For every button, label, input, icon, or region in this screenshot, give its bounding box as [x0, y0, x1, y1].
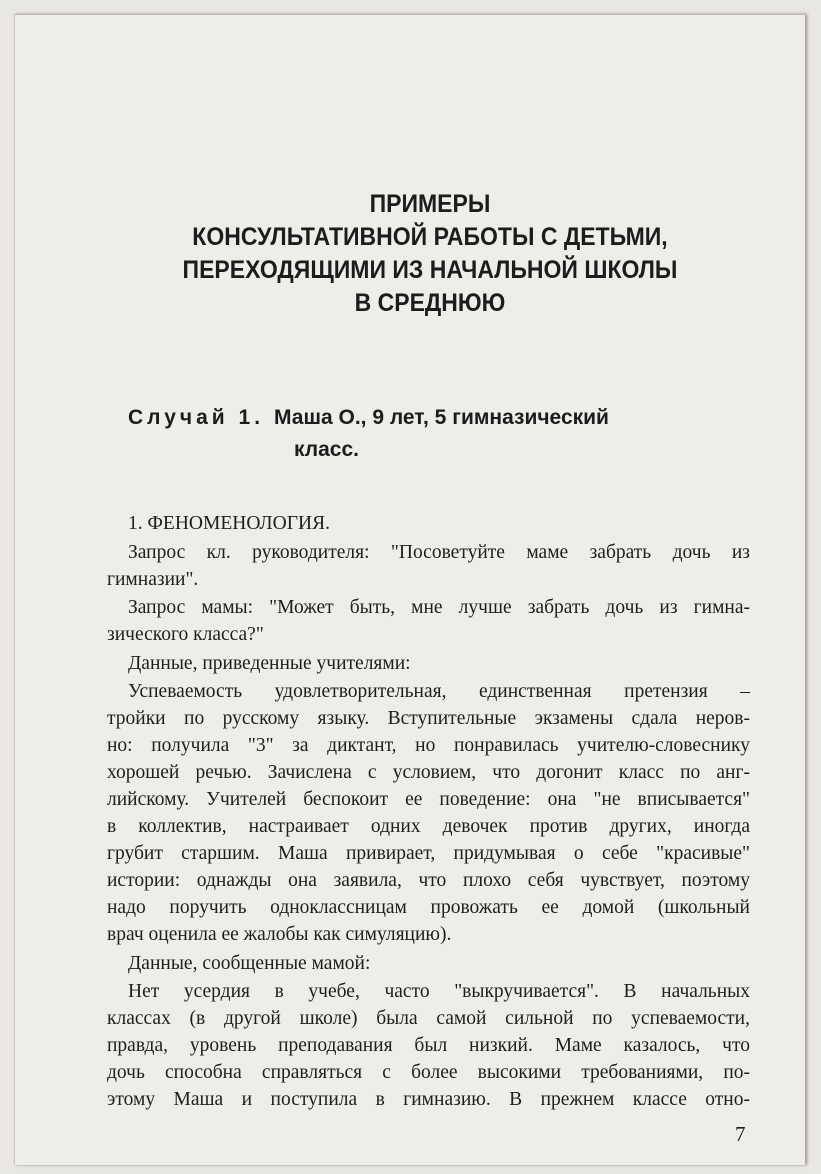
text-line: Нет усердия в учебе, часто "выкручивается". В начальных: [128, 981, 750, 1002]
text-line: лийскому. Учителей беспокоит ее поведение: она "не вписывается": [107, 789, 750, 810]
paragraph: [107, 978, 750, 1113]
case-text-cont: класс.: [294, 438, 359, 461]
text-line: Успеваемость удовлетворительная, единственная претензия –: [128, 681, 750, 702]
text-line: классах (в другой школе) была самой сильной по успеваемости,: [107, 1008, 750, 1029]
text-line: но: получила "3" за диктант, но понравилась учителю-словеснику: [107, 735, 750, 756]
text-line: в коллектив, настраивает одних девочек против других, иногда: [107, 816, 750, 837]
title-line: ПРИМЕРЫ: [369, 190, 491, 218]
text-line: Запрос мамы: "Может быть, мне лучше забрать дочь из гимна-: [128, 597, 750, 618]
title-line: В СРЕДНЮЮ: [354, 289, 506, 317]
case-text: Маша О., 9 лет, 5 гимназический: [274, 406, 609, 429]
case-heading: [128, 402, 609, 466]
text-line: 1. ФЕНОМЕНОЛОГИЯ.: [128, 513, 330, 534]
text-line: врач оценила ее жалобы как симуляцию).: [107, 924, 452, 945]
text-line: Запрос кл. руководителя: "Посоветуйте маме забрать дочь из: [128, 541, 750, 563]
text-line: истории: однажды она заявила, что плохо себя чувствует, поэтому: [107, 870, 750, 891]
text-line: грубит старшим. Маша привирает, придумывая о себе "красивые": [107, 843, 750, 864]
text-line: тройки по русскому языку. Вступительные экзамены сдала неров-: [107, 708, 750, 729]
text-line: этому Маша и поступила в гимназию. В прежнем классе отно-: [107, 1089, 750, 1110]
paragraph: [107, 650, 750, 677]
page-number: 7: [735, 1122, 746, 1146]
text-line: Данные, сообщенные мамой:: [128, 952, 371, 974]
case-label: Случай 1.: [128, 406, 265, 429]
text-line: дочь способна справляться с более высокими требованиями, по-: [107, 1062, 750, 1083]
chapter-title: [34, 188, 821, 320]
title-line: ПЕРЕХОДЯЩИМИ ИЗ НАЧАЛЬНОЙ ШКОЛЫ: [182, 256, 678, 284]
text-line: правда, уровень преподавания был низкий. Маме казалось, что: [107, 1035, 750, 1056]
text-line: надо поручить одноклассницам провожать ее домой (школьный: [107, 897, 750, 918]
text-line: зического класса?": [107, 624, 264, 645]
text-line: Данные, приведенные учителями:: [128, 652, 411, 674]
paragraph: [107, 950, 750, 977]
paragraph: [107, 539, 750, 593]
text-line: гимназии".: [107, 568, 199, 590]
text-line: хорошей речью. Зачислена с условием, что догонит класс по анг-: [107, 762, 750, 783]
paragraph: [107, 510, 750, 537]
title-line: КОНСУЛЬТАТИВНОЙ РАБОТЫ С ДЕТЬМИ,: [192, 223, 668, 251]
paragraph: [107, 594, 750, 648]
body-text: [107, 510, 750, 1115]
paragraph: [107, 678, 750, 948]
